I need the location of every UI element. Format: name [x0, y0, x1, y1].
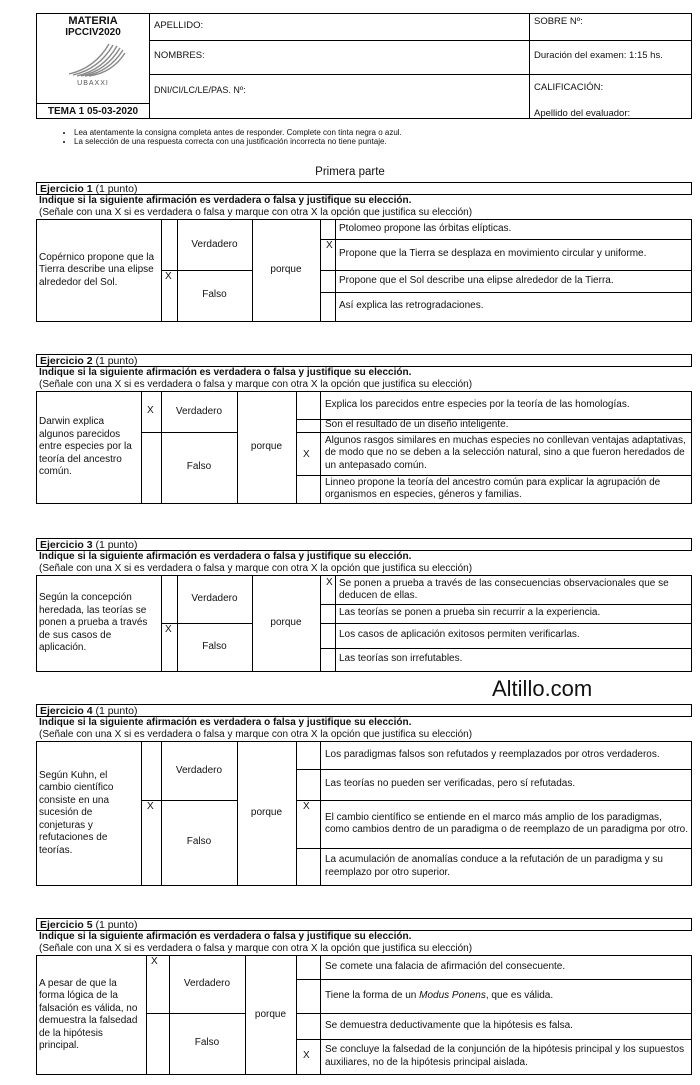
materia-label: MATERIA: [68, 15, 118, 27]
falso-option[interactable]: Falso: [186, 461, 212, 473]
exercise-subinstruction: (Señale con una X si es verdadera o falsa y marque con otra X la opción que justifica su elección): [39, 943, 473, 954]
x-mark: X: [326, 240, 333, 251]
x-mark: X: [303, 801, 310, 812]
falso-option[interactable]: Falso: [202, 289, 227, 301]
option-italic-text: Modus Ponens: [419, 989, 486, 1001]
exercise-subinstruction: (Señale con una X si es verdadera o falsa y marque con otra X la opción que justifica su elección): [39, 379, 473, 390]
exercise-title: Ejercicio 3: [40, 539, 93, 551]
verdadero-option[interactable]: Verdadero: [175, 405, 223, 417]
porque-label: porque: [254, 1008, 287, 1020]
x-mark: X: [151, 956, 158, 967]
x-mark: X: [165, 271, 172, 282]
exercise-4: [36, 704, 692, 886]
nombres-field[interactable]: NOMBRES:: [154, 50, 205, 61]
justification-option[interactable]: Se concluye la falsedad de la conjunción de la hipótesis principal y los supuestos auxiliares, no de la hipótesis principal aislada.: [325, 1044, 685, 1068]
x-mark: X: [326, 577, 333, 588]
exercise-points: (1 punto): [95, 355, 138, 367]
instruction-item: • La selección de una respuesta correcta con una justificación incorrecta no tiene puntaje.: [74, 137, 402, 146]
statement: Según Kuhn, el cambio científico consiste en una sucesión de conjeturas y refutaciones de teorías.: [39, 769, 114, 856]
exercise-points: (1 punto): [95, 705, 138, 717]
exercise-points: (1 punto): [95, 919, 138, 931]
porque-label: porque: [270, 264, 302, 276]
materia-code: IPCCIV2020: [65, 27, 121, 38]
statement: Copérnico propone que la Tierra describe una elipse alrededor del Sol.: [39, 251, 155, 288]
porque-label: porque: [250, 807, 283, 819]
altillo-watermark: Altillo.com: [492, 676, 593, 701]
x-mark: X: [303, 1050, 310, 1061]
x-mark: X: [147, 801, 154, 812]
exercise-instruction: Indique si la siguiente afirmación es verdadera o falsa y justifique su elección.: [39, 195, 412, 206]
exercise-title-bar: [36, 704, 692, 717]
justification-option[interactable]: Explica los parecidos entre especies por la teoría de las homologías.: [325, 399, 630, 411]
x-mark: X: [165, 624, 172, 635]
justification-option[interactable]: Ptolomeo propone las órbitas elípticas.: [339, 223, 512, 235]
x-mark: X: [303, 449, 310, 460]
justification-option[interactable]: Propone que el Sol describe una elipse alrededor de la Tierra.: [339, 274, 614, 286]
exercise-title: Ejercicio 2: [40, 355, 93, 367]
instruction-item: • Lea atentamente la consigna completa antes de responder. Complete con tinta negra o azul.: [74, 128, 402, 137]
verdadero-option[interactable]: Verdadero: [191, 238, 238, 250]
justification-option[interactable]: Así explica las retrogradaciones.: [339, 300, 484, 312]
justification-option[interactable]: Son el resultado de un diseño inteligente.: [325, 419, 509, 431]
justification-option[interactable]: La acumulación de anomalías conduce a la refutación de un paradigma y su reemplazo por otro superior.: [325, 854, 663, 878]
exercise-title-bar: [36, 182, 692, 195]
exercise-instruction: Indique si la siguiente afirmación es verdadera o falsa y justifique su elección.: [39, 367, 412, 378]
justification-option[interactable]: Las teorías no pueden ser verificadas, pero sí refutadas.: [325, 778, 576, 790]
statement: A pesar de que la forma lógica de la falsación es válida, no demuestra la falsedad de la hipótesis principal.: [39, 977, 138, 1051]
exercise-points: (1 punto): [95, 183, 138, 195]
ubaxxi-logo-icon: [51, 40, 133, 78]
justification-option[interactable]: Se ponen a prueba a través de las consecuencias observacionales que se deducen de ellas.: [339, 577, 669, 601]
option-text: Tiene la forma de un: [325, 989, 417, 1001]
dni-field[interactable]: DNI/CI/LC/LE/PAS. Nº:: [154, 85, 246, 95]
verdadero-option[interactable]: Verdadero: [191, 593, 238, 605]
justification-option[interactable]: Los casos de aplicación exitosos permiten verificarlas.: [339, 629, 580, 641]
verdadero-option[interactable]: Verdadero: [175, 764, 223, 776]
exercise-instruction: Indique si la siguiente afirmación es verdadera o falsa y justifique su elección.: [39, 551, 412, 562]
falso-option[interactable]: Falso: [194, 1037, 220, 1049]
exercise-title: Ejercicio 4: [40, 705, 93, 717]
evaluador-field[interactable]: Apellido del evaluador:: [534, 108, 631, 119]
justification-option[interactable]: Propone que la Tierra se desplaza en movimiento circular y uniforme.: [339, 248, 647, 260]
exercise-title: Ejercicio 1: [40, 183, 93, 195]
porque-label: porque: [270, 617, 302, 629]
sobre-field[interactable]: SOBRE Nº:: [534, 16, 583, 27]
justification-option[interactable]: Se comete una falacia de afirmación del consecuente.: [325, 961, 566, 973]
falso-option[interactable]: Falso: [186, 836, 212, 848]
exercise-1: [36, 182, 692, 322]
justification-option[interactable]: El cambio científico se entiende en el marco más amplio de los paradigmas, como cambios dentro de un paradigma o de reemplazo de un paradigma por otro.: [325, 811, 688, 835]
exercise-3: [36, 538, 692, 672]
justification-option[interactable]: Las teorías se ponen a prueba sin recurrir a la experiencia.: [339, 607, 601, 619]
justification-option[interactable]: [325, 979, 689, 1013]
exercise-instruction: Indique si la siguiente afirmación es verdadera o falsa y justifique su elección.: [39, 931, 412, 942]
x-mark: X: [147, 405, 154, 416]
exercise-title-bar: [36, 354, 692, 367]
falso-option[interactable]: Falso: [202, 640, 227, 652]
exercise-5: [36, 918, 692, 1075]
apellido-field[interactable]: APELLIDO:: [154, 20, 204, 31]
statement: Darwin explica algunos parecidos entre especies por la teoría del ancestro común.: [39, 416, 132, 478]
tema-date: TEMA 1 05-03-2020: [47, 106, 139, 117]
exam-header: [36, 13, 692, 119]
porque-label: porque: [250, 441, 283, 453]
logo-text: UBAXXI: [77, 80, 109, 87]
justification-option[interactable]: Las teorías son irrefutables.: [339, 653, 463, 665]
option-text-tail: , que es válida.: [485, 989, 554, 1001]
section-title: Primera parte: [315, 166, 385, 178]
duracion-text: Duración del examen: 1:15 hs.: [534, 50, 663, 61]
statement: Según la concepción heredada, las teorías se ponen a prueba a través de sus casos de aplicación.: [39, 592, 148, 654]
exercise-title-bar: [36, 538, 692, 551]
calificacion-field[interactable]: CALIFICACIÓN:: [534, 82, 604, 93]
verdadero-option[interactable]: Verdadero: [183, 978, 231, 990]
exercise-points: (1 punto): [95, 539, 138, 551]
instructions: [60, 128, 402, 146]
justification-option[interactable]: Los paradigmas falsos son refutados y reemplazados por otros verdaderos.: [325, 749, 660, 761]
exercise-instruction: Indique si la siguiente afirmación es verdadera o falsa y justifique su elección.: [39, 717, 412, 728]
exercise-subinstruction: (Señale con una X si es verdadera o falsa y marque con otra X la opción que justifica su elección): [39, 729, 473, 740]
justification-option[interactable]: Algunos rasgos similares en muchas especies no conllevan ventajas adaptativas, de modo que no se deben a la selección natural, sino a que fueron heredados de un antepasado común.: [325, 434, 686, 471]
justification-option[interactable]: Linneo propone la teoría del ancestro común para explicar la agrupación de organismos en especies, géneros y familias.: [325, 476, 661, 500]
exercise-title: Ejercicio 5: [40, 919, 93, 931]
justification-option[interactable]: Se demuestra deductivamente que la hipótesis es falsa.: [325, 1019, 573, 1031]
exercise-title-bar: [36, 918, 692, 931]
exercise-subinstruction: (Señale con una X si es verdadera o falsa y marque con otra X la opción que justifica su elección): [39, 563, 473, 574]
exercise-subinstruction: (Señale con una X si es verdadera o falsa y marque con otra X la opción que justifica su elección): [39, 207, 473, 218]
exercise-2: [36, 354, 692, 504]
